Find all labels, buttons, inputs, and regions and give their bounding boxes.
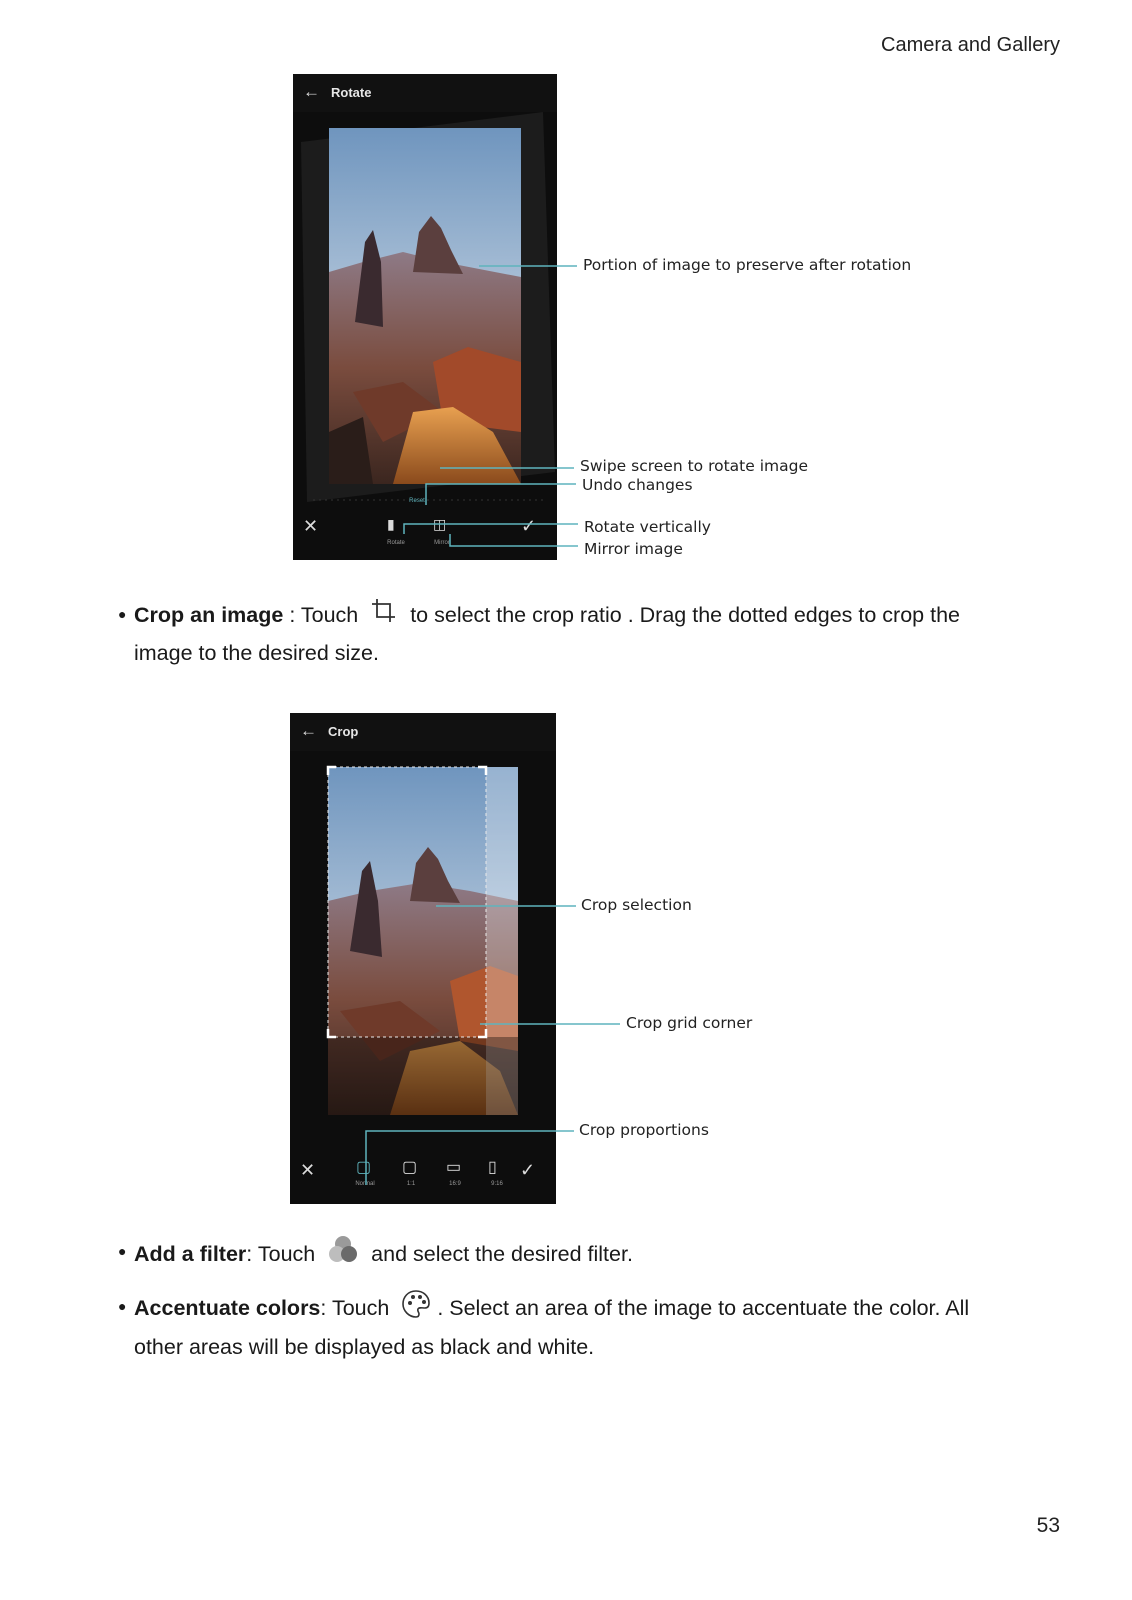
crop-term: Crop an image [134,603,284,628]
filter-icon [327,1234,359,1277]
page-number: 53 [1036,1514,1060,1537]
crop-text-before: : Touch [283,603,365,628]
crop-text-after: to select the crop ratio . Drag the dotted edges to crop the image to the desired size. [134,603,960,665]
mirror-icon[interactable]: ◫ [433,516,447,532]
callout-crop-proportions: Crop proportions [579,1121,709,1139]
callout-crop-corner: Crop grid corner [626,1014,753,1032]
callout-swipe: Swipe screen to rotate image [580,457,808,475]
page-header: Camera and Gallery [881,34,1060,56]
close-icon[interactable]: ✕ [303,516,319,536]
back-arrow-icon[interactable]: ← [303,82,320,101]
accent-text-after: . Select an area of the image to accentuate the color. All other areas will be displayed as black and white. [134,1296,970,1359]
callout-preserve: Portion of image to preserve after rotation [583,256,912,274]
bullet-dot: ● [118,1243,127,1259]
ratio-label-normal: Normal [355,1181,375,1187]
rotate-top-bar [293,74,557,112]
ratio-label-9-16: 9:16 [491,1181,503,1187]
callout-rotate-vertically: Rotate vertically [584,518,711,536]
accent-term: Accentuate colors [134,1296,321,1321]
bullet-dot: ● [118,606,127,622]
confirm-check-icon[interactable]: ✓ [520,1160,536,1180]
palette-icon [401,1289,431,1330]
callout-mirror: Mirror image [584,540,683,558]
rotate-callout-lines [0,0,1132,600]
ratio-1-1-icon[interactable]: ▢ [402,1159,418,1176]
rotate-screen-title: Rotate [331,85,372,100]
crop-icon [370,597,398,636]
rotate-icon[interactable]: ▮ [387,516,395,532]
rotate-screenshot [293,74,557,560]
callout-crop-selection: Crop selection [581,896,692,914]
crop-screen-title: Crop [328,724,359,739]
ratio-label-16-9: 16:9 [449,1181,461,1187]
ratio-normal-icon[interactable]: ▢ [356,1159,372,1176]
confirm-check-icon[interactable]: ✓ [521,516,537,536]
back-arrow-icon[interactable]: ← [300,721,317,740]
callout-undo: Undo changes [582,476,693,494]
filter-text-before: : Touch [246,1242,322,1267]
rotate-photo[interactable] [293,112,557,512]
filter-text-after: and select the desired filter. [365,1242,633,1267]
reset-label: Reset [409,498,425,504]
crop-photo[interactable] [290,751,556,1161]
rotate-label: Rotate [387,540,405,546]
ratio-16-9-icon[interactable]: ▭ [446,1159,462,1176]
crop-top-bar [290,713,556,751]
ratio-label-1-1: 1:1 [406,1181,416,1187]
mirror-label: Mirror [434,540,450,546]
crop-screenshot [290,713,556,1204]
accent-text-before: : Touch [320,1296,396,1321]
filter-term: Add a filter [134,1242,247,1267]
close-icon[interactable]: ✕ [300,1160,316,1180]
bullet-dot: ● [118,1298,127,1314]
ratio-9-16-icon[interactable]: ▯ [488,1159,497,1176]
